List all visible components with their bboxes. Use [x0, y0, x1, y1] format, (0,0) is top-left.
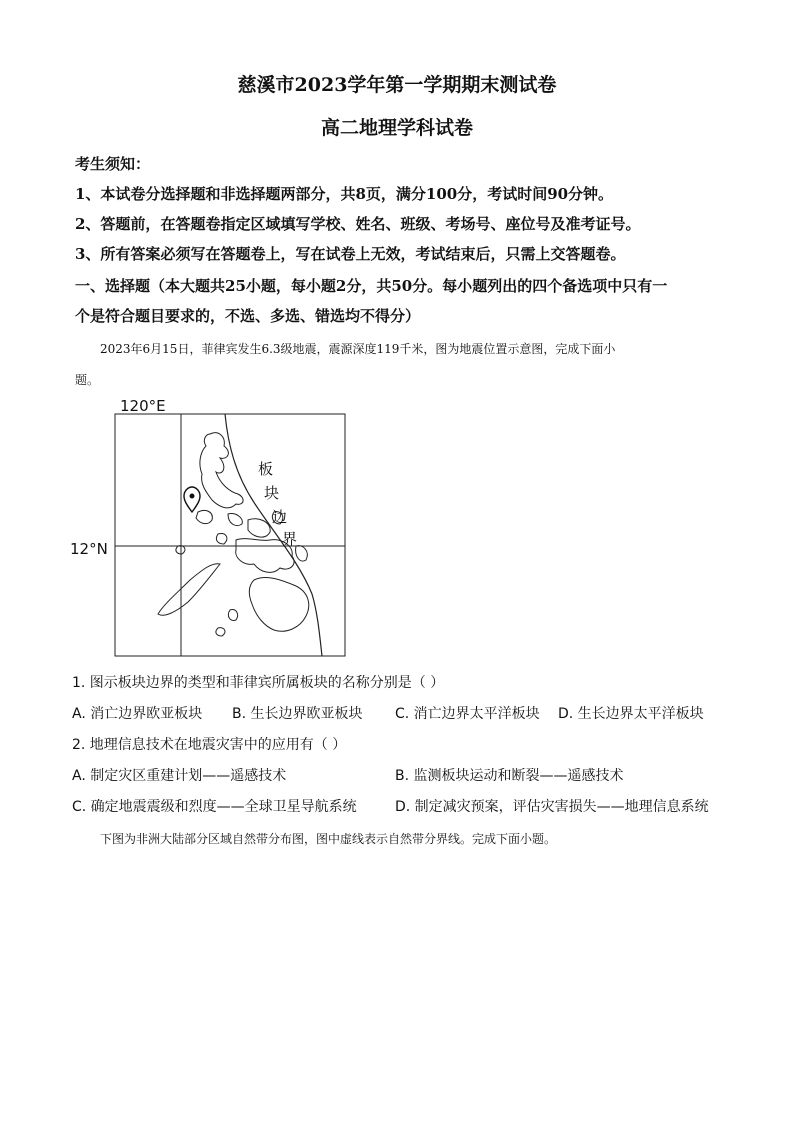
notice-heading: 考生须知：: [75, 155, 151, 173]
question-2-option-a[interactable]: A. 制定灾区重建计划——遥感技术: [72, 768, 287, 784]
section-heading-line1: 一、选择题（本大题共25小题，每小题2分，共50分。每小题列出的四个备选项中只有一: [75, 277, 668, 295]
question-1-option-b[interactable]: B. 生长边界欧亚板块: [232, 706, 363, 722]
epicenter-marker-icon: [184, 487, 200, 512]
notice-item-3: 3、所有答案必须写在答题卷上，写在试卷上无效，考试结束后，只需上交答题卷。: [75, 245, 626, 263]
question-2-option-c[interactable]: C. 确定地震震级和烈度——全球卫星导航系统: [72, 799, 357, 815]
island-small-7: [176, 546, 185, 554]
mindanao-island: [249, 578, 309, 632]
island-small-6: [216, 628, 225, 636]
mindoro-island: [196, 510, 212, 523]
passage-2: 下图为非洲大陆部分区域自然带分布图，图中虚线表示自然带分界线。完成下面小题。: [100, 832, 557, 846]
boundary-label-char-4: 界: [282, 530, 298, 548]
question-2-option-b[interactable]: B. 监测板块运动和断裂——遥感技术: [395, 768, 624, 784]
longitude-label: 120°E: [120, 397, 166, 415]
section-heading-line2: 个是符合题目要求的，不选、多选、错选均不得分）: [75, 307, 421, 325]
island-small-4: [216, 534, 226, 544]
question-2-stem: 2. 地理信息技术在地震灾害中的应用有（ ）: [72, 737, 347, 753]
boundary-label-char-3: 边: [272, 508, 288, 526]
question-1-option-a[interactable]: A. 消亡边界欧亚板块: [72, 706, 203, 722]
island-small-1: [228, 514, 242, 526]
boundary-label-char-2: 块: [264, 484, 280, 502]
notice-item-2: 2、答题前，在答题卷指定区域填写学校、姓名、班级、考场号、座位号及准考证号。: [75, 215, 641, 233]
question-1-option-c[interactable]: C. 消亡边界太平洋板块: [395, 706, 540, 722]
earthquake-location-map: [60, 394, 360, 659]
question-2-option-d[interactable]: D. 制定减灾预案，评估灾害损失——地理信息系统: [395, 799, 709, 815]
map-frame: [115, 414, 345, 656]
boundary-label-char-1: 板: [258, 460, 274, 478]
latitude-label: 12°N: [70, 540, 108, 558]
luzon-island: [200, 433, 243, 508]
question-1-stem: 1. 图示板块边界的类型和菲律宾所属板块的名称分别是（ ）: [72, 675, 445, 691]
exam-title: 慈溪市2023学年第一学期期末测试卷: [237, 74, 557, 96]
passage-1-line2: 题。: [75, 373, 100, 387]
passage-1-line1: 2023年6月15日，菲律宾发生6.3级地震，震源深度119千米，图为地震位置示意图，完成下面小: [100, 342, 616, 356]
palawan-island: [158, 564, 220, 616]
samar-island: [296, 546, 308, 561]
island-small-5: [228, 610, 237, 621]
plate-boundary-line: [225, 414, 322, 656]
exam-subtitle: 高二地理学科试卷: [320, 117, 473, 139]
notice-item-1: 1、本试卷分选择题和非选择题两部分，共8页，满分100分，考试时间90分钟。: [75, 185, 614, 203]
question-1-option-d[interactable]: D. 生长边界太平洋板块: [558, 706, 704, 722]
